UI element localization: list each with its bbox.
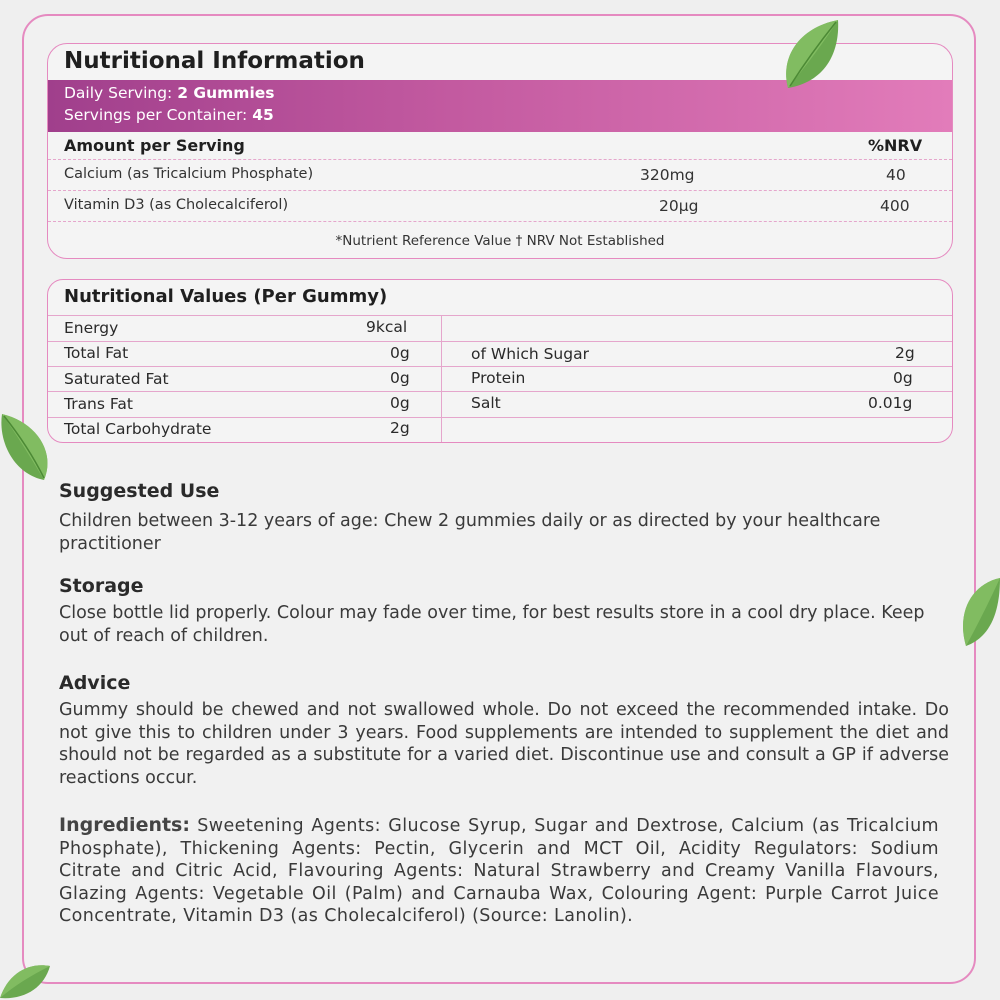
leaf-icon (958, 576, 1000, 650)
divider (48, 159, 952, 160)
divider (48, 221, 952, 222)
daily-serving-label: Daily Serving: (64, 84, 173, 102)
nutrient-value: 2g (390, 419, 410, 437)
nutrient-name: Calcium (as Tricalcium Phosphate) (64, 166, 314, 182)
nutritional-values-card (47, 279, 953, 443)
nutrient-value: 0g (390, 394, 410, 412)
servings-per-container (64, 106, 274, 124)
advice-heading: Advice (59, 672, 131, 694)
nutrient-nrv: 400 (880, 197, 910, 215)
ingredients-label: Ingredients: (59, 814, 190, 836)
nutrient-name: of Which Sugar (471, 345, 589, 363)
divider (48, 366, 952, 367)
nutrient-amount: 320mg (640, 166, 695, 184)
nutrient-name: Trans Fat (64, 395, 133, 413)
daily-serving (64, 84, 275, 102)
advice-text: Gummy should be chewed and not swallowed whole. Do not exceed the recommended intake. Do not give this to children under 3 years. Food supplements are intended to supplement the diet and should not be regarded as a substitute for a varied diet. Discontinue use and consult a GP if adverse reactions occur. (59, 700, 949, 788)
amount-per-serving-header: Amount per Serving (64, 136, 245, 155)
nutrient-name: Salt (471, 394, 501, 412)
nrv-footnote: *Nutrient Reference Value † NRV Not Established (335, 233, 665, 249)
divider (48, 391, 952, 392)
daily-serving-value: 2 Gummies (177, 84, 275, 102)
nutrient-value: 0g (893, 369, 913, 387)
nutrient-name: Vitamin D3 (as Cholecalciferol) (64, 197, 289, 213)
column-divider (441, 316, 442, 442)
nutrient-value: 0g (390, 344, 410, 362)
nutrient-value: 0g (390, 369, 410, 387)
storage-text: Close bottle lid properly. Colour may fade over time, for best results store in a cool dry place. Keep out of reach of children. (59, 603, 925, 646)
leaf-icon (0, 412, 52, 482)
servings-per-container-label: Servings per Container: (64, 106, 248, 124)
storage-heading: Storage (59, 575, 144, 597)
nrv-header: %NRV (868, 136, 923, 155)
leaf-icon (780, 18, 842, 92)
nutrient-name: Protein (471, 369, 526, 387)
nutrient-value: 0.01g (868, 394, 913, 412)
divider (48, 315, 952, 316)
nutrient-name: Saturated Fat (64, 370, 169, 388)
servings-per-container-value: 45 (252, 106, 274, 124)
nutrient-name: Total Carbohydrate (64, 420, 212, 438)
divider (48, 190, 952, 191)
nutrient-value: 2g (895, 344, 915, 362)
leaf-icon (0, 958, 52, 1000)
suggested-use-text: Children between 3-12 years of age: Chew 2 gummies daily or as directed by your healthcare practitioner (59, 511, 881, 554)
nutritional-information-title: Nutritional Information (64, 48, 365, 74)
suggested-use-heading: Suggested Use (59, 480, 220, 502)
nutrient-nrv: 40 (886, 166, 906, 184)
nutrient-value: 9kcal (366, 318, 408, 336)
divider (48, 417, 952, 418)
ingredients-text: Sweetening Agents: Glucose Syrup, Sugar and Dextrose, Calcium (as Tricalcium Phosphate), Thickening Agents: Pectin, Glycerin and MCT Oil, Acidity Regulators: Sodium Citrate and Citric Acid, Flavouring Agents: Natural Strawberry and Creamy Vanilla Flavours, Glazing Agents: Vegetable Oil (Palm) and Carnauba Wax, Colouring Agent: Purple Carrot Juice Concentrate, Vitamin D3 (as Cholecalciferol) (Source: Lanolin). (59, 816, 940, 926)
ingredients (59, 814, 939, 928)
nutrient-name: Total Fat (64, 344, 129, 362)
nutrient-name: Energy (64, 319, 119, 337)
nutrient-amount: 20µg (659, 197, 699, 215)
nutritional-values-title: Nutritional Values (Per Gummy) (64, 286, 388, 307)
divider (48, 341, 952, 342)
